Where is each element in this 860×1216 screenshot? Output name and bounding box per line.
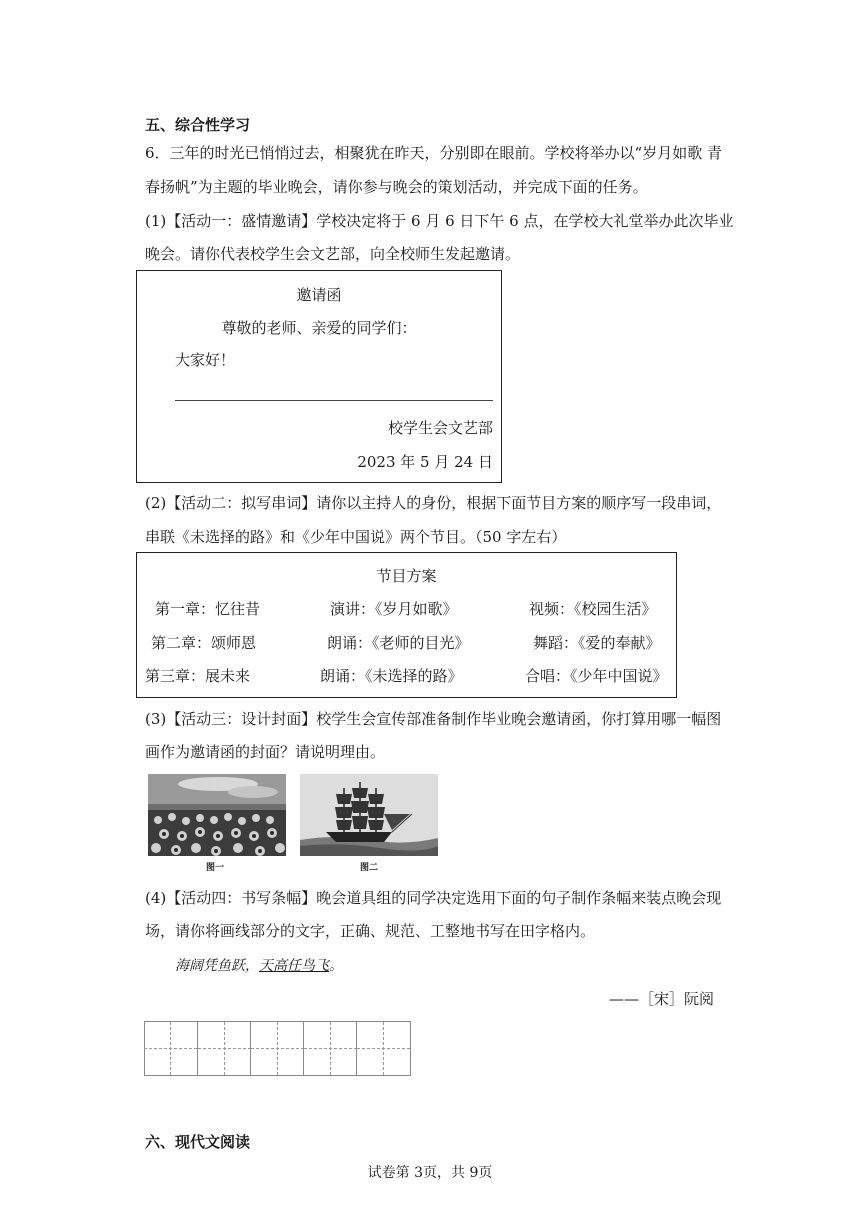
section5-heading: 五、综合性学习 [145,116,251,134]
activity2-text-line2: 串联《未选择的路》和《少年中国说》两个节目。（50 字左右） [145,528,567,546]
program-item-2a: 朗诵：《老师的目光》 [327,634,470,652]
activity4-text-line1: (4)【活动四：书写条幅】晚会道具组的同学决定选用下面的句子制作条幅来装点晚会现 [145,889,722,907]
program-chapter-2: 第二章：颂师恩 [151,634,257,652]
tianzige-cell[interactable] [356,1022,409,1075]
figure1-caption: 图一 [206,863,225,873]
tianzige-cell[interactable] [250,1022,303,1075]
program-item-3a: 朗诵：《未选择的路》 [320,667,463,685]
invitation-title: 邀请函 [296,286,342,304]
program-chapter-1: 第一章：忆往昔 [155,600,261,618]
invitation-box [136,270,502,483]
program-box [136,552,677,698]
tianzige-cell[interactable] [303,1022,356,1075]
invitation-blank-line [175,400,493,401]
q6-text-line1: 6．三年的时光已悄悄过去，相聚犹在昨天，分别即在眼前。学校将举办以“岁月如歌 青 [145,144,722,162]
program-title: 节目方案 [376,567,437,585]
program-item-3b: 合唱：《少年中国说》 [525,667,668,685]
quote-source: ——［宋］阮阅 [608,990,714,1008]
invitation-date: 2023 年 5 月 24 日 [357,453,493,471]
q6-text-line2: 春扬帆”为主题的毕业晚会，请你参与晚会的策划活动，并完成下面的任务。 [145,178,648,196]
section6-heading: 六、现代文阅读 [145,1133,251,1151]
activity1-text-line1: (1)【活动一：盛情邀请】学校决定将于 6 月 6 日下午 6 点，在学校大礼堂举办此次毕业 [145,212,734,230]
activity3-text-line2: 画作为邀请函的封面？请说明理由。 [145,743,386,761]
activity1-text-line2: 晚会。请你代表校学生会文艺部，向全校师生发起邀请。 [145,245,521,263]
activity4-text-line2: 场，请你将画线部分的文字，正确、规范、工整地书写在田字格内。 [145,922,596,940]
tianzige-grid[interactable] [144,1021,411,1076]
quote-line [175,955,343,975]
figure2-sailing-ship-image [300,774,440,874]
tianzige-cell[interactable] [197,1022,250,1075]
quote-plain: 海阔凭鱼跃， [175,958,259,974]
program-item-1a: 演讲：《岁月如歌》 [330,600,458,618]
activity3-text-line1: (3)【活动三：设计封面】校学生会宣传部准备制作毕业晚会邀请函，你打算用哪一幅图 [145,710,722,728]
activity2-text-line1: (2)【活动二：拟写串词】请你以主持人的身份，根据下面节目方案的顺序写一段串词， [145,494,722,512]
figure2-caption: 图二 [360,863,379,873]
figure1-sunflower-image [148,774,288,874]
invitation-greeting: 大家好！ [175,351,236,369]
program-item-2b: 舞蹈：《爱的奉献》 [533,634,661,652]
quote-end: 。 [329,958,343,974]
invitation-sender: 校学生会文艺部 [387,419,493,437]
program-item-1b: 视频：《校园生活》 [529,600,657,618]
page-footer: 试卷第 3页，共 9页 [367,1165,493,1181]
invitation-salutation: 尊敬的老师、亲爱的同学们： [221,319,417,337]
program-chapter-3: 第三章：展未来 [145,667,251,685]
tianzige-cell[interactable] [144,1022,197,1075]
quote-underlined: 天高任鸟飞 [259,958,329,974]
